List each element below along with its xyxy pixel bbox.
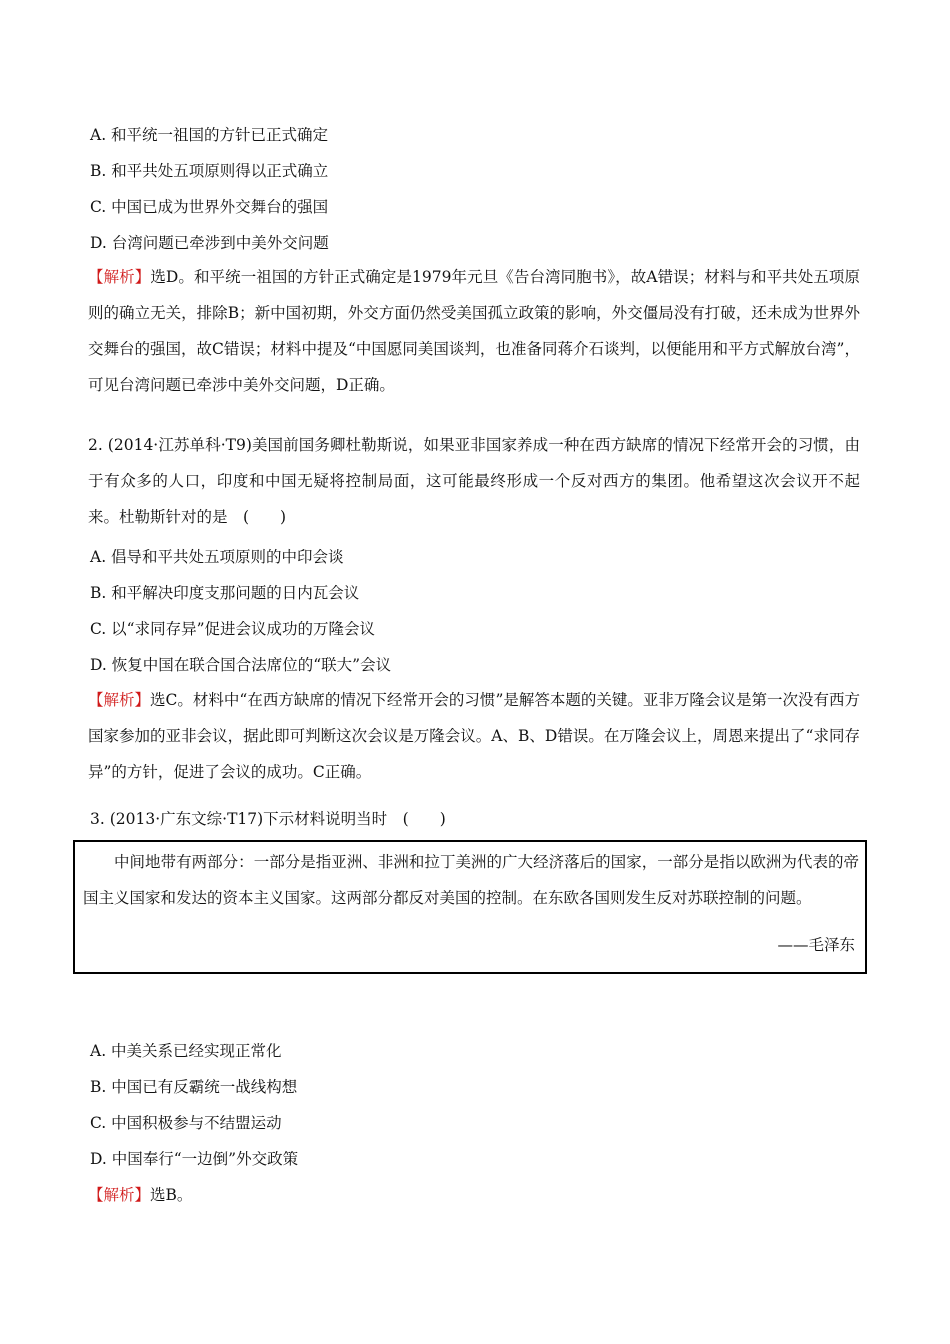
q3-analysis-tag: 【解析】 [88,1186,151,1204]
q3-analysis [88,1184,192,1206]
q1-option-a: A. 和平统一祖国的方针已正式确定 [90,126,329,144]
q1-analysis-tag: 【解析】 [88,268,151,286]
q2-analysis-text: 选C。材料中“在西方缺席的情况下经常开会的习惯”是解答本题的关键。亚非万隆会议是第一次没有西方国家参加的亚非会议，据此即可判断这次会议是万隆会议。A、B、D错误。在万隆会议上，周恩来提出了“求同存异”的方针，促进了会议的成功。C正确。 [88,691,860,781]
quote-text: 中间地带有两部分：一部分是指亚洲、非洲和拉丁美洲的广大经济落后的国家，一部分是指以欧洲为代表的帝国主义国家和发达的资本主义国家。这两部分都反对美国的控制。在东欧各国则发生反对苏联控制的问题。 [83,853,859,907]
q1-option-c: C. 中国已成为世界外交舞台的强国 [90,198,329,216]
quote-box [73,840,867,974]
q2-option-d: D. 恢复中国在联合国合法席位的“联大”会议 [90,656,392,674]
q1-analysis [88,259,860,403]
q2-analysis-tag: 【解析】 [88,691,151,709]
q1-option-d: D. 台湾问题已牵涉到中美外交问题 [90,234,329,252]
q3-option-c: C. 中国积极参与不结盟运动 [90,1114,282,1132]
q3-analysis-text: 选B。 [150,1186,193,1204]
q2-stem: 2. (2014·江苏单科·T9)美国前国务卿杜勒斯说，如果亚非国家养成一种在西方缺席的情况下经常开会的习惯，由于有众多的人口，印度和中国无疑将控制局面，这可能最终形成一个反对西方的集团。他希望这次会议开不起来。杜勒斯针对的是 ( ) [88,436,860,526]
q2-analysis [88,682,860,790]
q1-option-b: B. 和平共处五项原则得以正式确立 [90,162,329,180]
q2-option-a: A. 倡导和平共处五项原则的中印会谈 [90,548,344,566]
q3-option-d: D. 中国奉行“一边倒”外交政策 [90,1150,299,1168]
q2-option-c: C. 以“求同存异”促进会议成功的万隆会议 [90,620,376,638]
q3-option-b: B. 中国已有反霸统一战线构想 [90,1078,298,1096]
q1-analysis-text: 选D。和平统一祖国的方针正式确定是1979年元旦《告台湾同胞书》，故A错误；材料与和平共处五项原则的确立无关，排除B；新中国初期，外交方面仍然受美国孤立政策的影响，外交僵局没有打破，还未成为世界外交舞台的强国，故C错误；材料中提及“中国愿同美国谈判，也准备同蒋介石谈判，以便能用和平方式解放台湾”，可见台湾问题已牵涉中美外交问题，D正确。 [88,268,860,394]
quote-author: ——毛泽东 [777,936,855,954]
q2-option-b: B. 和平解决印度支那问题的日内瓦会议 [90,584,360,602]
q3-stem: 3. (2013·广东文综·T17)下示材料说明当时 ( ) [90,810,446,828]
q3-option-a: A. 中美关系已经实现正常化 [90,1042,282,1060]
